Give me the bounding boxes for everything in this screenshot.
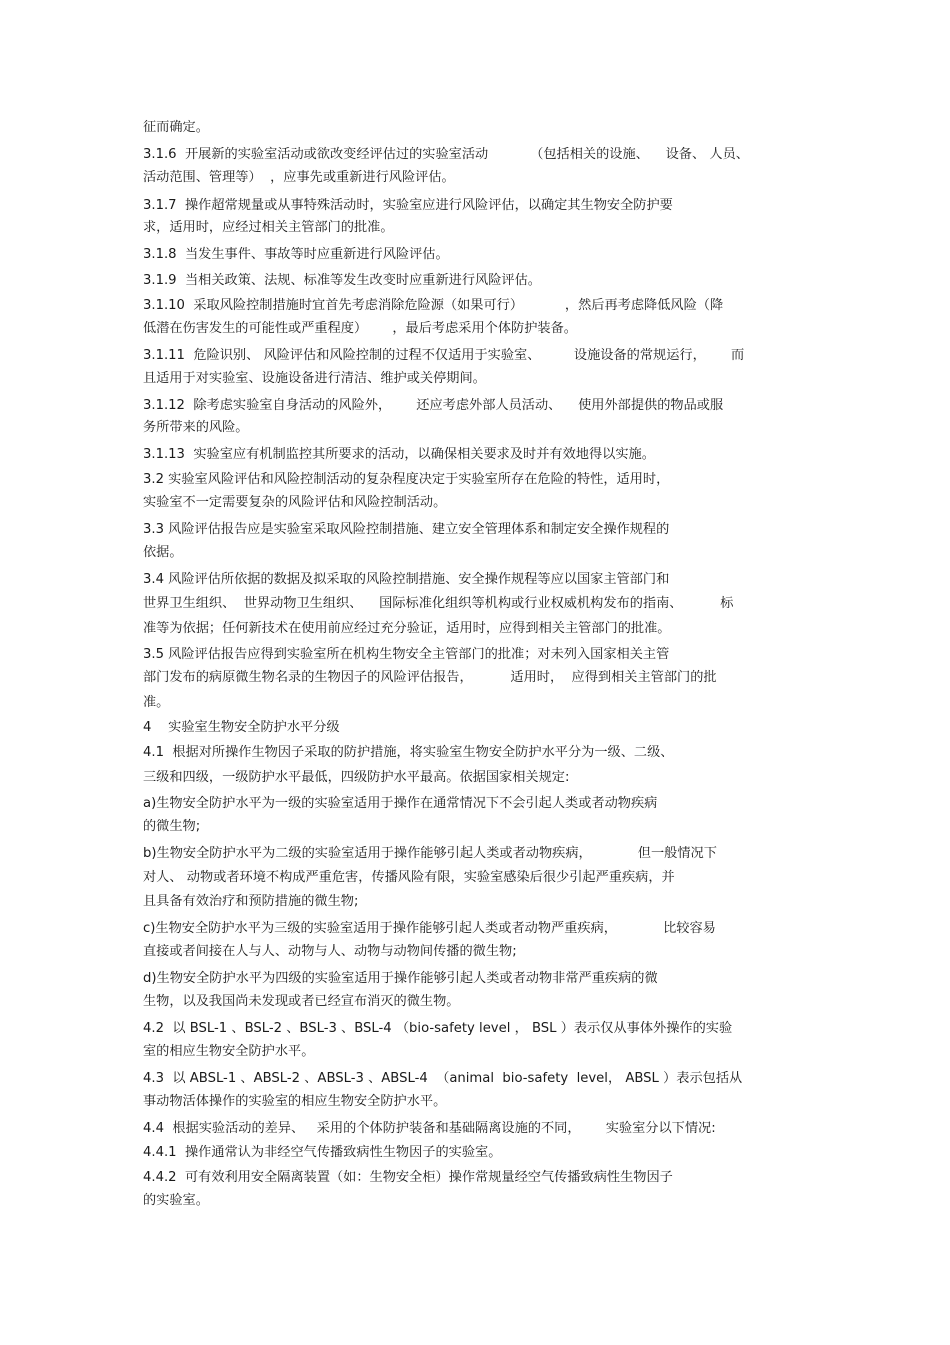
text-line: 征而确定。 [143,120,209,135]
text-line: 4.4.1 操作通常认为非经空气传播致病性生物因子的实验室。 [143,1145,502,1160]
text-line: 低潜在伤害发生的可能性或严重程度） ，最后考虑采用个体防护装备。 [143,321,577,336]
text-line: c)生物安全防护水平为三级的实验室适用于操作能够引起人类或者动物严重疾病， 比较容易 [143,921,716,936]
section-heading: 4 实验室生物安全防护水平分级 [143,720,340,735]
text-line: 4.4.2 可有效利用安全隔离装置（如：生物安全柜）操作常规量经空气传播致病性生物因子 [143,1170,673,1185]
text-line: 3.3 风险评估报告应是实验室采取风险控制措施、建立安全管理体系和制定安全操作规程的 [143,522,670,537]
text-line: 活动范围、管理等） ，应事先或重新进行风险评估。 [143,170,455,185]
text-line: 3.2 实验室风险评估和风险控制活动的复杂程度决定于实验室所存在危险的特性，适用时， [143,472,670,487]
text-line: 部门发布的病原微生物名录的生物因子的风险评估报告， 适用时， 应得到相关主管部门的批 [143,670,717,685]
text-line: 世界卫生组织、 世界动物卫生组织、 国际标准化组织等机构或行业权威机构发布的指南、 标 [143,596,734,611]
text-line: 对人、 动物或者环境不构成严重危害，传播风险有限，实验室感染后很少引起严重疾病，并 [143,870,675,885]
text-line: 3.1.7 操作超常规量或从事特殊活动时，实验室应进行风险评估，以确定其生物安全防护要 [143,198,673,213]
text-line: 4.4 根据实验活动的差异、 采用的个体防护装备和基础隔离设施的不同， 实验室分以下情况: [143,1121,716,1136]
text-line: a)生物安全防护水平为一级的实验室适用于操作在通常情况下不会引起人类或者动物疾病 [143,796,658,811]
text-line: 3.1.8 当发生事件、事故等时应重新进行风险评估。 [143,247,449,262]
text-line: 直接或者间接在人与人、动物与人、动物与动物间传播的微生物; [143,944,517,959]
text-line: 4.1 根据对所操作生物因子采取的防护措施，将实验室生物安全防护水平分为一级、二级、 [143,745,674,760]
text-line: d)生物安全防护水平为四级的实验室适用于操作能够引起人类或者动物非常严重疾病的微 [143,971,658,986]
text-line: 三级和四级，一级防护水平最低，四级防护水平最高。依据国家相关规定: [143,770,570,785]
text-line: 务所带来的风险。 [143,420,249,435]
text-line: 且适用于对实验室、设施设备进行清洁、维护或关停期间。 [143,371,486,386]
text-line: 准等为依据；任何新技术在使用前应经过充分验证，适用时，应得到相关主管部门的批准。 [143,621,671,636]
text-line: 3.1.9 当相关政策、法规、标准等发生改变时应重新进行风险评估。 [143,273,541,288]
text-line: 3.5 风险评估报告应得到实验室所在机构生物安全主管部门的批准；对未列入国家相关主管 [143,647,670,662]
text-line: 且具备有效治疗和预防措施的微生物; [143,894,359,909]
text-line: b)生物安全防护水平为二级的实验室适用于操作能够引起人类或者动物疾病， 但一般情况下 [143,846,717,861]
text-line: 3.1.13 实验室应有机制监控其所要求的活动，以确保相关要求及时并有效地得以实施。 [143,447,655,462]
text-line: 的微生物; [143,819,201,834]
text-line: 3.4 风险评估所依据的数据及拟采取的风险控制措施、安全操作规程等应以国家主管部门和 [143,572,670,587]
text-line: 事动物活体操作的实验室的相应生物安全防护水平。 [143,1094,447,1109]
text-line: 生物，以及我国尚未发现或者已经宣布消灭的微生物。 [143,994,460,1009]
text-line: 4.3 以 ABSL-1 、ABSL-2 、ABSL-3 、ABSL-4 （animal bio-safety level， ABSL ）表示包括从 [143,1071,743,1086]
text-line: 3.1.6 开展新的实验室活动或欲改变经评估过的实验室活动 （包括相关的设施、 设备、 人员、 [143,147,749,162]
text-line: 准。 [143,695,170,710]
text-line: 求，适用时，应经过相关主管部门的批准。 [143,220,394,235]
text-line: 依据。 [143,545,183,560]
text-line: 4.2 以 BSL-1 、BSL-2 、BSL-3 、BSL-4 （bio-safety level ， BSL ）表示仅从事体外操作的实验 [143,1021,733,1036]
text-line: 3.1.10 采取风险控制措施时宜首先考虑消除危险源（如果可行） ，然后再考虑降低风险（降 [143,298,724,313]
text-line: 3.1.12 除考虑实验室自身活动的风险外， 还应考虑外部人员活动、 使用外部提供的物品或服 [143,398,724,413]
text-line: 3.1.11 危险识别、 风险评估和风险控制的过程不仅适用于实验室、 设施设备的常规运行， 而 [143,348,745,363]
text-line: 的实验室。 [143,1193,209,1208]
text-line: 室的相应生物安全防护水平。 [143,1044,315,1059]
text-line: 实验室不一定需要复杂的风险评估和风险控制活动。 [143,495,447,510]
